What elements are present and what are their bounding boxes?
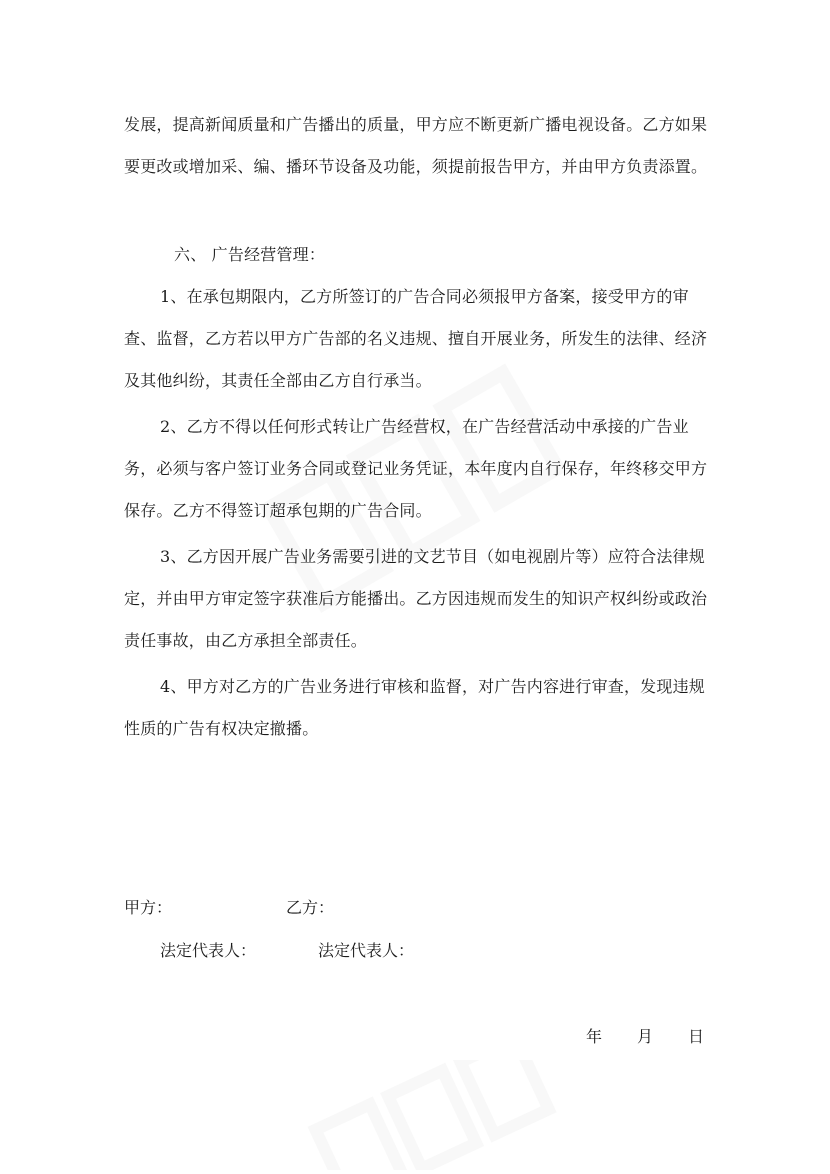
section-heading: 六、 广告经营管理： xyxy=(174,245,326,264)
clause-item-1: 1、在承包期限内，乙方所签订的广告合同必须报甲方备案，接受甲方的审查、监督，乙方若以甲方广告部的名义违规、擅自开展业务，所发生的法律、经济及其他纠纷，其责任全部由乙方自行承当。 xyxy=(124,287,708,390)
party-b-label: 乙方： xyxy=(286,898,335,917)
clause-item-2: 2、乙方不得以任何形式转让广告经营权，在广告经营活动中承接的广告业务，必须与客户签订业务合同或登记业务凭证，本年度内自行保存，年终移交甲方保存。乙方不得签订超承包期的广告合同。 xyxy=(124,417,708,520)
date-year-label: 年 xyxy=(586,1027,603,1046)
watermark-logo-bottom xyxy=(300,1060,560,1170)
clause-item-3: 3、乙方因开展广告业务需要引进的文艺节目（如电视剧片等）应符合法律规定，并由甲方审定签字获准后方能播出。乙方因违规而发生的知识产权纠纷或政治责任事故，由乙方承担全部责任。 xyxy=(124,547,708,650)
party-b-representative-label: 法定代表人： xyxy=(318,941,415,960)
date-day-label: 日 xyxy=(688,1027,705,1046)
party-a-representative-label: 法定代表人： xyxy=(160,941,257,960)
party-a-label: 甲方： xyxy=(124,898,173,917)
date-month-label: 月 xyxy=(637,1027,654,1046)
continuation-paragraph: 发展，提高新闻质量和广告播出的质量，甲方应不断更新广播电视设备。乙方如果要更改或增加采、编、播环节设备及功能，须提前报告甲方，并由甲方负责添置。 xyxy=(124,115,708,176)
clause-item-4: 4、甲方对乙方的广告业务进行审核和监督，对广告内容进行审查，发现违规性质的广告有权决定撤播。 xyxy=(124,677,705,738)
